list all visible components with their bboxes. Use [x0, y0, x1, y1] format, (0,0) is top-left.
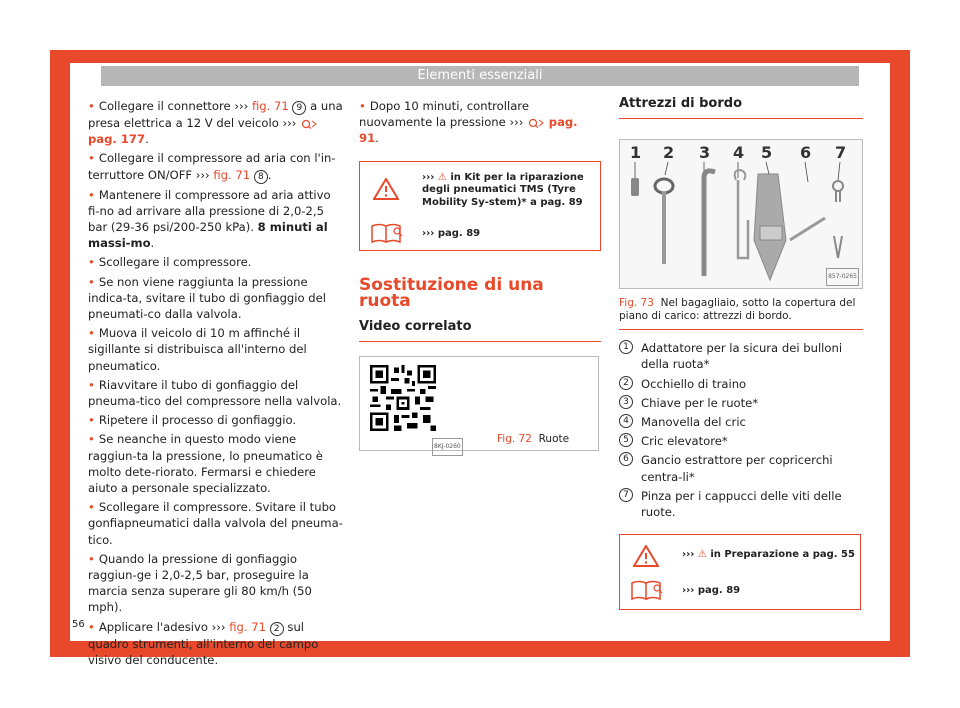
tools-illustration — [620, 140, 862, 288]
list-item: 2 Occhiello di traino — [619, 376, 863, 392]
note-box — [619, 534, 861, 610]
list-item: 7 Pinza per i cappucci delle viti delle ruote. — [619, 488, 863, 520]
arrow-glyph: ››› — [422, 171, 435, 183]
warning-icon: ⚠ — [697, 549, 707, 561]
list-item: • Muova il veicolo di 10 m affinché il sigillante si distribuisca all'interno del pneumatico. — [88, 325, 345, 374]
item-number: 4 — [619, 414, 633, 428]
book-icon — [370, 222, 404, 244]
tools-figure — [619, 139, 863, 289]
qr-label: 8KJ-0260 — [432, 438, 463, 456]
item-number: 6 — [619, 452, 633, 466]
list-item: 5 Cric elevatore* — [619, 433, 863, 449]
figure-caption: Fig. 72 Ruote — [497, 433, 570, 446]
column-right — [619, 96, 863, 610]
note-warning-text: ››› ⚠ in Preparazione a pag. 55 — [682, 549, 855, 561]
list-item: • Ripetere il processo di gonfiaggio. — [88, 412, 345, 428]
callout-number: 2 — [663, 143, 675, 163]
list-item: • Quando la pressione di gonfiaggio raggiun-ge i 2,0-2,5 bar, proseguire la marcia senza superare gli 80 km/h (50 mph). — [88, 551, 345, 616]
book-icon — [630, 579, 664, 601]
magnifier-icon — [527, 118, 545, 128]
list-item: • Mantenere il compressore ad aria attivo fi-no ad arrivare alla pressione di 2,0-2,5 bar (29-36 psi/200-250 kPa). 8 minuti al massi-mo. — [88, 187, 345, 252]
item-number: 3 — [619, 395, 633, 409]
list-item: 3 Chiave per le ruote* — [619, 395, 863, 411]
list-item: • Scollegare il compressore. — [88, 254, 345, 270]
note-reference[interactable]: ››› pag. 89 — [682, 585, 741, 597]
list-item: • Se non viene raggiunta la pressione indica-ta, svitare il tubo di gonfiaggio del pneumati-co dalla valvola. — [88, 274, 345, 323]
column-left — [88, 98, 345, 671]
note-warning-text: ››› ⚠ in Kit per la riparazione degli pneumatici TMS (Tyre Mobility Sy-stem)* a pag. 89 — [422, 171, 584, 208]
figure-link[interactable]: fig. 71 — [213, 167, 251, 182]
list-item: • Riavvitare il tubo di gonfiaggio del pneuma-tico del compressore nella valvola. — [88, 377, 345, 409]
list-item: • Collegare il compressore ad aria con l'in-terruttore ON/OFF ››› fig. 71 8 . — [88, 150, 345, 183]
magnifier-icon — [300, 119, 318, 129]
figure-caption: Fig. 73 Nel bagagliaio, sotto la copertura del piano di carico: attrezzi di bordo. — [619, 297, 863, 330]
callout-number: 8 — [254, 170, 268, 184]
list-item: • Se neanche in questo modo viene raggiun-ta la pressione, lo pneumatico è molto dete-riorato. Fermarsi e chiedere aiuto a personale specializzato. — [88, 431, 345, 496]
callout-number: 6 — [800, 143, 812, 163]
callout-number: 3 — [699, 143, 711, 163]
item-number: 2 — [619, 376, 633, 390]
section-title: Sostituzione di una ruota — [359, 274, 544, 311]
callout-number: 5 — [761, 143, 773, 163]
callout-number: 1 — [630, 143, 642, 163]
warning-icon — [633, 545, 659, 567]
callout-number: 2 — [270, 622, 284, 636]
warning-icon — [373, 178, 399, 200]
video-figure[interactable] — [359, 356, 599, 451]
list-item: 6 Gancio estrattore per copricerchi centra-li* — [619, 452, 863, 484]
subsection-title: Video correlato — [359, 319, 601, 342]
page-number: 56 — [72, 619, 85, 630]
warning-icon: ⚠ — [437, 171, 447, 183]
item-number: 1 — [619, 340, 633, 354]
list-item: • Applicare l'adesivo ››› fig. 71 2 sul quadro strumenti, all'interno del campo visivo del conducente. — [88, 619, 345, 668]
note-box — [359, 161, 601, 251]
callout-number: 7 — [835, 143, 847, 163]
note-reference[interactable]: ››› pag. 89 — [422, 227, 481, 239]
list-item: • Collegare il connettore ››› fig. 71 9 a una presa elettrica a 12 V del veicolo ››› pag. 177. — [88, 98, 345, 147]
list-item: 4 Manovella del cric — [619, 414, 863, 430]
list-item: • Dopo 10 minuti, controllare nuovamente la pressione ››› pag. 91. — [359, 98, 601, 147]
page-link[interactable]: pag. 177 — [88, 132, 146, 147]
page-header: Elementi essenziali — [101, 66, 859, 86]
section-title: Attrezzi di bordo — [619, 96, 863, 119]
figure-link[interactable]: fig. 71 — [251, 99, 289, 113]
tools-list — [619, 340, 863, 520]
figure-code: 857-0265 — [826, 268, 859, 286]
callout-number: 4 — [733, 143, 745, 163]
list-item: 1 Adattatore per la sicura dei bulloni della ruota* — [619, 340, 863, 372]
page-link[interactable]: pag. 91 — [359, 115, 578, 146]
column-middle — [359, 98, 601, 451]
figure-link[interactable]: fig. 71 — [229, 619, 267, 634]
qr-code-icon[interactable] — [370, 365, 436, 431]
item-number: 7 — [619, 488, 633, 502]
callout-number: 9 — [292, 101, 306, 115]
item-number: 5 — [619, 433, 633, 447]
list-item: • Scollegare il compressore. Svitare il tubo gonfiapneumatici dalla valvola del pneuma-tico. — [88, 499, 345, 548]
